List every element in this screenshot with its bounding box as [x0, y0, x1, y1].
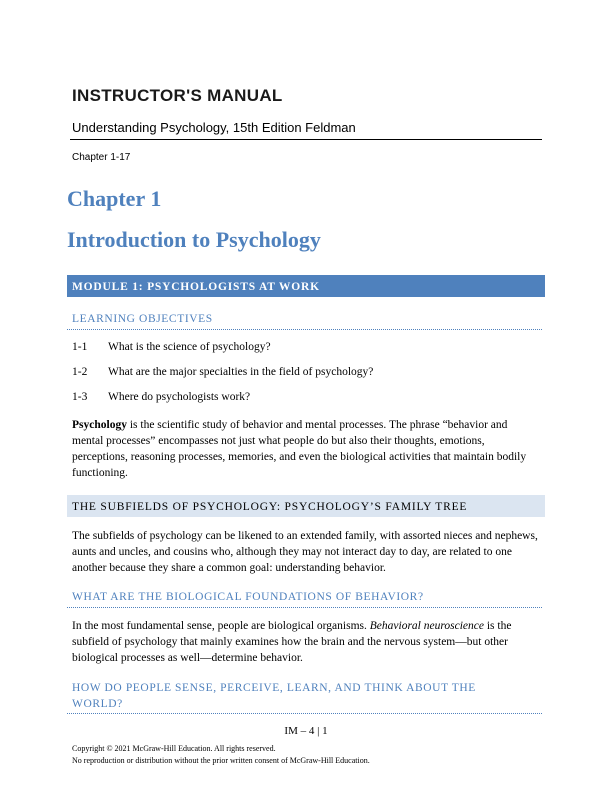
copyright-notice: Copyright © 2021 McGraw-Hill Education. All rights reserved.: [72, 744, 276, 753]
heading-divider: [67, 607, 542, 608]
objective-text: What is the science of psychology?: [108, 341, 271, 353]
learning-objectives-heading: LEARNING OBJECTIVES: [72, 313, 213, 325]
subfields-banner-label: THE SUBFIELDS OF PSYCHOLOGY: PSYCHOLOGY’S FAMILY TREE: [72, 501, 468, 513]
chapter-title: Introduction to Psychology: [67, 227, 321, 252]
objective-item: [72, 391, 250, 403]
bio-text-start: In the most fundamental sense, people are biological organisms.: [72, 620, 370, 632]
module-banner-label: MODULE 1: PSYCHOLOGISTS AT WORK: [72, 281, 320, 293]
distribution-notice: No reproduction or distribution without the prior written consent of McGraw-Hill Education.: [72, 756, 370, 765]
objective-number: 1-3: [72, 391, 88, 403]
objective-item: [72, 366, 373, 378]
subfields-intro: The subfields of psychology can be likened to an extended family, with assorted nieces and nephews, aunts and uncles, and cousins who, although they may not interact day to day, are related to one another because they share a common goal: understanding behavior.: [72, 530, 538, 574]
objective-text: Where do psychologists work?: [108, 391, 251, 403]
objective-number: 1-2: [72, 366, 88, 378]
objective-number: 1-1: [72, 341, 88, 353]
psychology-definition: [72, 417, 540, 481]
chapter-number: Chapter 1: [67, 186, 162, 211]
book-title: Understanding Psychology, 15th Edition Feldman: [72, 120, 356, 135]
objective-item: [72, 341, 271, 353]
header-divider: [70, 139, 542, 140]
bio-term: Behavioral neuroscience: [369, 620, 484, 632]
module-banner: [67, 275, 545, 297]
biological-foundations-heading: WHAT ARE THE BIOLOGICAL FOUNDATIONS OF BEHAVIOR?: [72, 591, 424, 603]
page-number: IM – 4 | 1: [284, 725, 328, 737]
manual-title: INSTRUCTOR'S MANUAL: [72, 86, 283, 105]
definition-text: is the scientific study of behavior and mental processes. The phrase “behavior and mental processes” encompasses not just what people do but also their thoughts, emotions, perceptions, reasoning processes, memories, and even the biological activities that maintain bodily functioning.: [72, 419, 527, 479]
subfields-banner: [67, 495, 545, 517]
heading-divider: [67, 713, 542, 714]
sense-perceive-heading: HOW DO PEOPLE SENSE, PERCEIVE, LEARN, AND THINK ABOUT THE WORLD?: [72, 682, 476, 710]
biological-foundations-text: [72, 618, 540, 666]
objective-text: What are the major specialties in the field of psychology?: [108, 366, 374, 378]
bio-text-end: is the subfield of psychology that mainly examines how the brain and the nervous system—but other biological processes as well—determine behavior.: [72, 620, 512, 664]
chapter-range: Chapter 1-17: [72, 152, 131, 163]
heading-divider: [67, 329, 542, 330]
definition-term: Psychology: [72, 419, 127, 431]
